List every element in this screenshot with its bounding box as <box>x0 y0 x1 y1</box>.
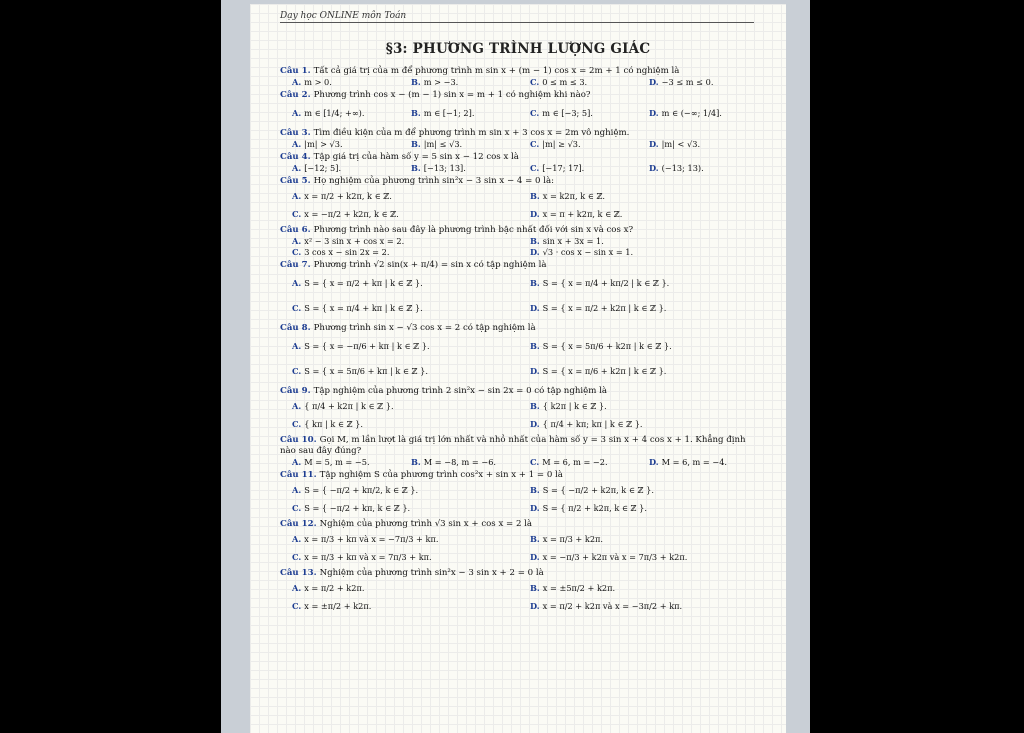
question-text: Nghiệm của phương trình √3 sin x + cos x = 2 là <box>319 519 533 529</box>
option-text: M = −8, m = −6. <box>423 457 497 467</box>
option-text: x = ±π/2 + k2π. <box>304 601 372 611</box>
answer-option <box>280 499 518 517</box>
answer-option <box>399 77 518 88</box>
question-stem <box>280 435 756 457</box>
option-text: M = 6, m = −4. <box>661 457 728 467</box>
question-stem <box>280 568 756 579</box>
option-text: 0 ≤ m ≤ 3. <box>542 77 588 87</box>
question-stem <box>280 225 756 236</box>
option-letter: A. <box>292 278 302 288</box>
option-text: x = π/2 + k2π và x = −3π/2 + kπ. <box>542 601 683 611</box>
option-letter: D. <box>530 552 540 562</box>
answer-options <box>280 271 756 321</box>
option-letter: A. <box>292 236 302 246</box>
answer-option <box>280 397 518 415</box>
option-text: x = π + k2π, k ∈ ℤ. <box>542 209 623 219</box>
answer-option <box>399 101 518 126</box>
option-letter: C. <box>530 457 540 467</box>
answer-option <box>280 77 399 88</box>
option-text: x² − 3 sin x + cos x = 2. <box>304 236 405 246</box>
option-text: 3 cos x − sin 2x = 2. <box>304 247 390 257</box>
question-number: Câu 5. <box>280 176 311 186</box>
answer-option <box>280 271 518 296</box>
option-letter: B. <box>411 108 421 118</box>
answer-option <box>637 163 756 174</box>
question-12 <box>280 519 756 566</box>
question-stem <box>280 260 756 271</box>
answer-options <box>280 481 756 517</box>
option-letter: C. <box>292 419 302 429</box>
option-letter: D. <box>649 139 659 149</box>
question-number: Câu 10. <box>280 435 317 445</box>
option-text: M = 6, m = −2. <box>542 457 608 467</box>
option-letter: C. <box>292 552 302 562</box>
question-stem <box>280 519 756 530</box>
question-number: Câu 6. <box>280 225 311 235</box>
answer-option <box>280 579 518 597</box>
page-title: §3: PHƯƠNG TRÌNH LƯỢNG GIÁC <box>385 41 651 57</box>
option-letter: D. <box>530 247 540 257</box>
question-text: Phương trình sin x − √3 cos x = 2 có tập nghiệm là <box>313 323 536 333</box>
answer-option <box>518 359 756 384</box>
option-text: m > −3. <box>423 77 459 87</box>
option-letter: C. <box>530 108 540 118</box>
option-text: √3 · cos x − sin x = 1. <box>542 247 634 257</box>
answer-option <box>518 334 756 359</box>
answer-option <box>518 296 756 321</box>
option-text: (−13; 13). <box>661 163 704 173</box>
question-text: Nghiệm của phương trình sin²x − 3 sin x + 2 = 0 là <box>319 568 544 578</box>
answer-options <box>280 236 756 258</box>
option-letter: C. <box>292 303 302 313</box>
option-letter: C. <box>292 503 302 513</box>
option-letter: A. <box>292 77 302 87</box>
question-11 <box>280 470 756 517</box>
question-text: Tập nghiệm S của phương trình cos²x + sin x + 1 = 0 là <box>319 470 563 480</box>
question-text: Tập giá trị của hàm số y = 5 sin x − 12 cos x là <box>313 152 519 162</box>
question-list <box>280 66 756 617</box>
answer-option <box>399 163 518 174</box>
question-number: Câu 1. <box>280 66 311 76</box>
option-text: m > 0. <box>304 77 332 87</box>
answer-option <box>280 296 518 321</box>
question-stem <box>280 386 756 397</box>
question-text: Tất cả giá trị của m để phương trình m sin x + (m − 1) cos x = 2m + 1 có nghiệm là <box>313 66 680 76</box>
option-letter: C. <box>292 247 302 257</box>
option-text: S = { x = π/2 + k2π | k ∈ ℤ }. <box>542 303 667 313</box>
answer-option <box>518 530 756 548</box>
answer-option <box>280 597 518 615</box>
answer-option <box>637 77 756 88</box>
answer-option <box>518 481 756 499</box>
option-letter: A. <box>292 457 302 467</box>
option-letter: C. <box>530 77 540 87</box>
option-letter: A. <box>292 534 302 544</box>
answer-option <box>518 205 756 223</box>
answer-option <box>518 236 756 247</box>
answer-options <box>280 530 756 566</box>
question-6 <box>280 225 756 258</box>
question-2 <box>280 90 756 126</box>
option-letter: D. <box>530 503 540 513</box>
question-4 <box>280 152 756 174</box>
option-text: m ∈ [−3; 5]. <box>542 108 593 118</box>
option-text: |m| ≤ √3. <box>423 139 463 149</box>
option-letter: B. <box>530 191 540 201</box>
option-text: { k2π | k ∈ ℤ }. <box>542 401 607 411</box>
option-text: S = { x = π/4 + kπ/2 | k ∈ ℤ }. <box>542 278 670 288</box>
answer-options <box>280 334 756 384</box>
option-text: |m| ≥ √3. <box>542 139 581 149</box>
option-text: [−12; 5]. <box>304 163 342 173</box>
option-letter: A. <box>292 485 302 495</box>
option-text: |m| < √3. <box>661 139 701 149</box>
answer-options <box>280 77 756 88</box>
answer-option <box>518 247 756 258</box>
question-number: Câu 9. <box>280 386 311 396</box>
option-letter: D. <box>530 303 540 313</box>
question-stem <box>280 470 756 481</box>
question-7 <box>280 260 756 321</box>
answer-option <box>637 457 756 468</box>
answer-option <box>280 236 518 247</box>
answer-option <box>280 247 518 258</box>
answer-option <box>518 457 637 468</box>
option-letter: B. <box>530 278 540 288</box>
answer-option <box>399 139 518 150</box>
option-text: { π/4 + k2π | k ∈ ℤ }. <box>304 401 394 411</box>
answer-options <box>280 101 756 126</box>
answer-option <box>280 415 518 433</box>
option-letter: B. <box>411 77 421 87</box>
question-number: Câu 13. <box>280 568 317 578</box>
answer-option <box>280 187 518 205</box>
option-text: −3 ≤ m ≤ 0. <box>661 77 714 87</box>
option-letter: C. <box>530 139 540 149</box>
question-text: Phương trình nào sau đây là phương trình bậc nhất đối với sin x và cos x? <box>313 225 634 235</box>
option-text: x = π/3 + kπ và x = 7π/3 + kπ. <box>304 552 432 562</box>
answer-option <box>518 397 756 415</box>
page-header: Dạy học ONLINE môn Toán <box>280 11 754 23</box>
option-text: x = −π/3 + k2π và x = 7π/3 + k2π. <box>542 552 688 562</box>
answer-option <box>280 101 399 126</box>
option-letter: A. <box>292 108 302 118</box>
answer-option <box>280 530 518 548</box>
option-text: x = k2π, k ∈ ℤ. <box>542 191 606 201</box>
option-text: x = π/2 + k2π, k ∈ ℤ. <box>304 191 392 201</box>
answer-options <box>280 457 756 468</box>
option-letter: D. <box>649 108 659 118</box>
question-stem <box>280 128 756 139</box>
option-text: S = { −π/2 + kπ/2, k ∈ ℤ }. <box>304 485 419 495</box>
option-text: S = { x = −π/6 + kπ | k ∈ ℤ }. <box>304 341 430 351</box>
answer-option <box>280 359 518 384</box>
option-letter: A. <box>292 139 302 149</box>
answer-option <box>280 334 518 359</box>
answer-option <box>518 579 756 597</box>
question-number: Câu 12. <box>280 519 317 529</box>
answer-option <box>518 499 756 517</box>
option-letter: B. <box>530 341 540 351</box>
answer-option <box>518 101 637 126</box>
option-text: x = π/2 + k2π. <box>304 583 365 593</box>
option-letter: D. <box>649 77 659 87</box>
answer-option <box>518 139 637 150</box>
option-letter: B. <box>411 139 421 149</box>
option-letter: D. <box>649 163 659 173</box>
question-number: Câu 11. <box>280 470 317 480</box>
option-letter: B. <box>411 163 421 173</box>
answer-options <box>280 163 756 174</box>
question-text: Phương trình cos x − (m − 1) sin x = m + 1 có nghiệm khi nào? <box>313 90 591 100</box>
option-letter: C. <box>292 366 302 376</box>
option-text: [−13; 13]. <box>423 163 466 173</box>
question-text: Gọi M, m lần lượt là giá trị lớn nhất và nhỏ nhất của hàm số y = 3 sin x + 4 cos x + 1. Khẳng định nào sau đây đúng? <box>280 435 746 456</box>
option-letter: C. <box>530 163 540 173</box>
option-letter: D. <box>530 209 540 219</box>
answer-option <box>399 457 518 468</box>
option-letter: A. <box>292 583 302 593</box>
option-text: x = π/3 + k2π. <box>542 534 604 544</box>
option-letter: D. <box>530 419 540 429</box>
document-page <box>250 4 786 733</box>
option-text: m ∈ (−∞; 1/4]. <box>661 108 722 118</box>
question-9 <box>280 386 756 433</box>
answer-option <box>637 101 756 126</box>
answer-options <box>280 139 756 150</box>
question-number: Câu 7. <box>280 260 311 270</box>
option-letter: A. <box>292 191 302 201</box>
option-letter: C. <box>292 601 302 611</box>
answer-option <box>637 139 756 150</box>
option-letter: A. <box>292 163 302 173</box>
question-stem <box>280 90 756 101</box>
question-number: Câu 8. <box>280 323 311 333</box>
option-text: m ∈ [−1; 2]. <box>423 108 475 118</box>
question-number: Câu 3. <box>280 128 311 138</box>
question-text: Tìm điều kiện của m để phương trình m sin x + 3 cos x = 2m vô nghiệm. <box>313 128 630 138</box>
question-10 <box>280 435 756 468</box>
option-text: { π/4 + kπ; kπ | k ∈ ℤ }. <box>542 419 643 429</box>
answer-option <box>518 163 637 174</box>
question-stem <box>280 152 756 163</box>
answer-option <box>280 163 399 174</box>
question-number: Câu 4. <box>280 152 311 162</box>
option-text: S = { x = 5π/6 + k2π | k ∈ ℤ }. <box>542 341 672 351</box>
answer-option <box>518 271 756 296</box>
question-1 <box>280 66 756 88</box>
question-text: Tập nghiệm của phương trình 2 sin²x − sin 2x = 0 có tập nghiệm là <box>313 386 607 396</box>
question-13 <box>280 568 756 615</box>
question-stem <box>280 66 756 77</box>
option-letter: B. <box>530 583 540 593</box>
option-text: |m| > √3. <box>304 139 343 149</box>
answer-options <box>280 397 756 433</box>
option-text: S = { −π/2 + k2π, k ∈ ℤ }. <box>542 485 654 495</box>
answer-option <box>280 139 399 150</box>
answer-option <box>518 597 756 615</box>
question-text: Họ nghiệm của phương trình sin²x − 3 sin x − 4 = 0 là: <box>313 176 555 186</box>
option-text: S = { x = 5π/6 + kπ | k ∈ ℤ }. <box>304 366 428 376</box>
option-letter: C. <box>292 209 302 219</box>
option-text: x = π/3 + kπ và x = −7π/3 + kπ. <box>304 534 439 544</box>
option-text: S = { x = π/2 + kπ | k ∈ ℤ }. <box>304 278 423 288</box>
answer-option <box>280 457 399 468</box>
option-text: S = { π/2 + k2π, k ∈ ℤ }. <box>542 503 647 513</box>
option-text: m ∈ [1/4; +∞). <box>304 108 365 118</box>
option-letter: B. <box>530 485 540 495</box>
question-8 <box>280 323 756 384</box>
answer-option <box>280 205 518 223</box>
answer-option <box>280 481 518 499</box>
answer-option <box>518 415 756 433</box>
answer-option <box>518 77 637 88</box>
option-letter: B. <box>530 236 540 246</box>
option-text: M = 5, m = −5. <box>304 457 370 467</box>
option-letter: D. <box>530 601 540 611</box>
option-text: S = { x = π/6 + k2π | k ∈ ℤ }. <box>542 366 667 376</box>
option-letter: B. <box>530 401 540 411</box>
question-stem <box>280 323 756 334</box>
question-number: Câu 2. <box>280 90 311 100</box>
question-text: Phương trình √2 sin(x + π/4) = sin x có tập nghiệm là <box>313 260 547 270</box>
option-text: S = { x = π/4 + kπ | k ∈ ℤ }. <box>304 303 423 313</box>
answer-option <box>280 548 518 566</box>
answer-options <box>280 579 756 615</box>
question-stem <box>280 176 756 187</box>
question-5 <box>280 176 756 223</box>
option-text: sin x + 3x = 1. <box>542 236 604 246</box>
option-letter: A. <box>292 401 302 411</box>
option-letter: B. <box>530 534 540 544</box>
option-letter: B. <box>411 457 421 467</box>
question-3 <box>280 128 756 150</box>
option-text: S = { −π/2 + kπ, k ∈ ℤ }. <box>304 503 411 513</box>
option-text: x = ±5π/2 + k2π. <box>542 583 616 593</box>
answer-options <box>280 187 756 223</box>
option-text: { kπ | k ∈ ℤ }. <box>304 419 363 429</box>
option-letter: D. <box>649 457 659 467</box>
option-letter: D. <box>530 366 540 376</box>
answer-option <box>518 187 756 205</box>
option-text: x = −π/2 + k2π, k ∈ ℤ. <box>304 209 399 219</box>
answer-option <box>518 548 756 566</box>
option-text: [−17; 17]. <box>542 163 585 173</box>
option-letter: A. <box>292 341 302 351</box>
